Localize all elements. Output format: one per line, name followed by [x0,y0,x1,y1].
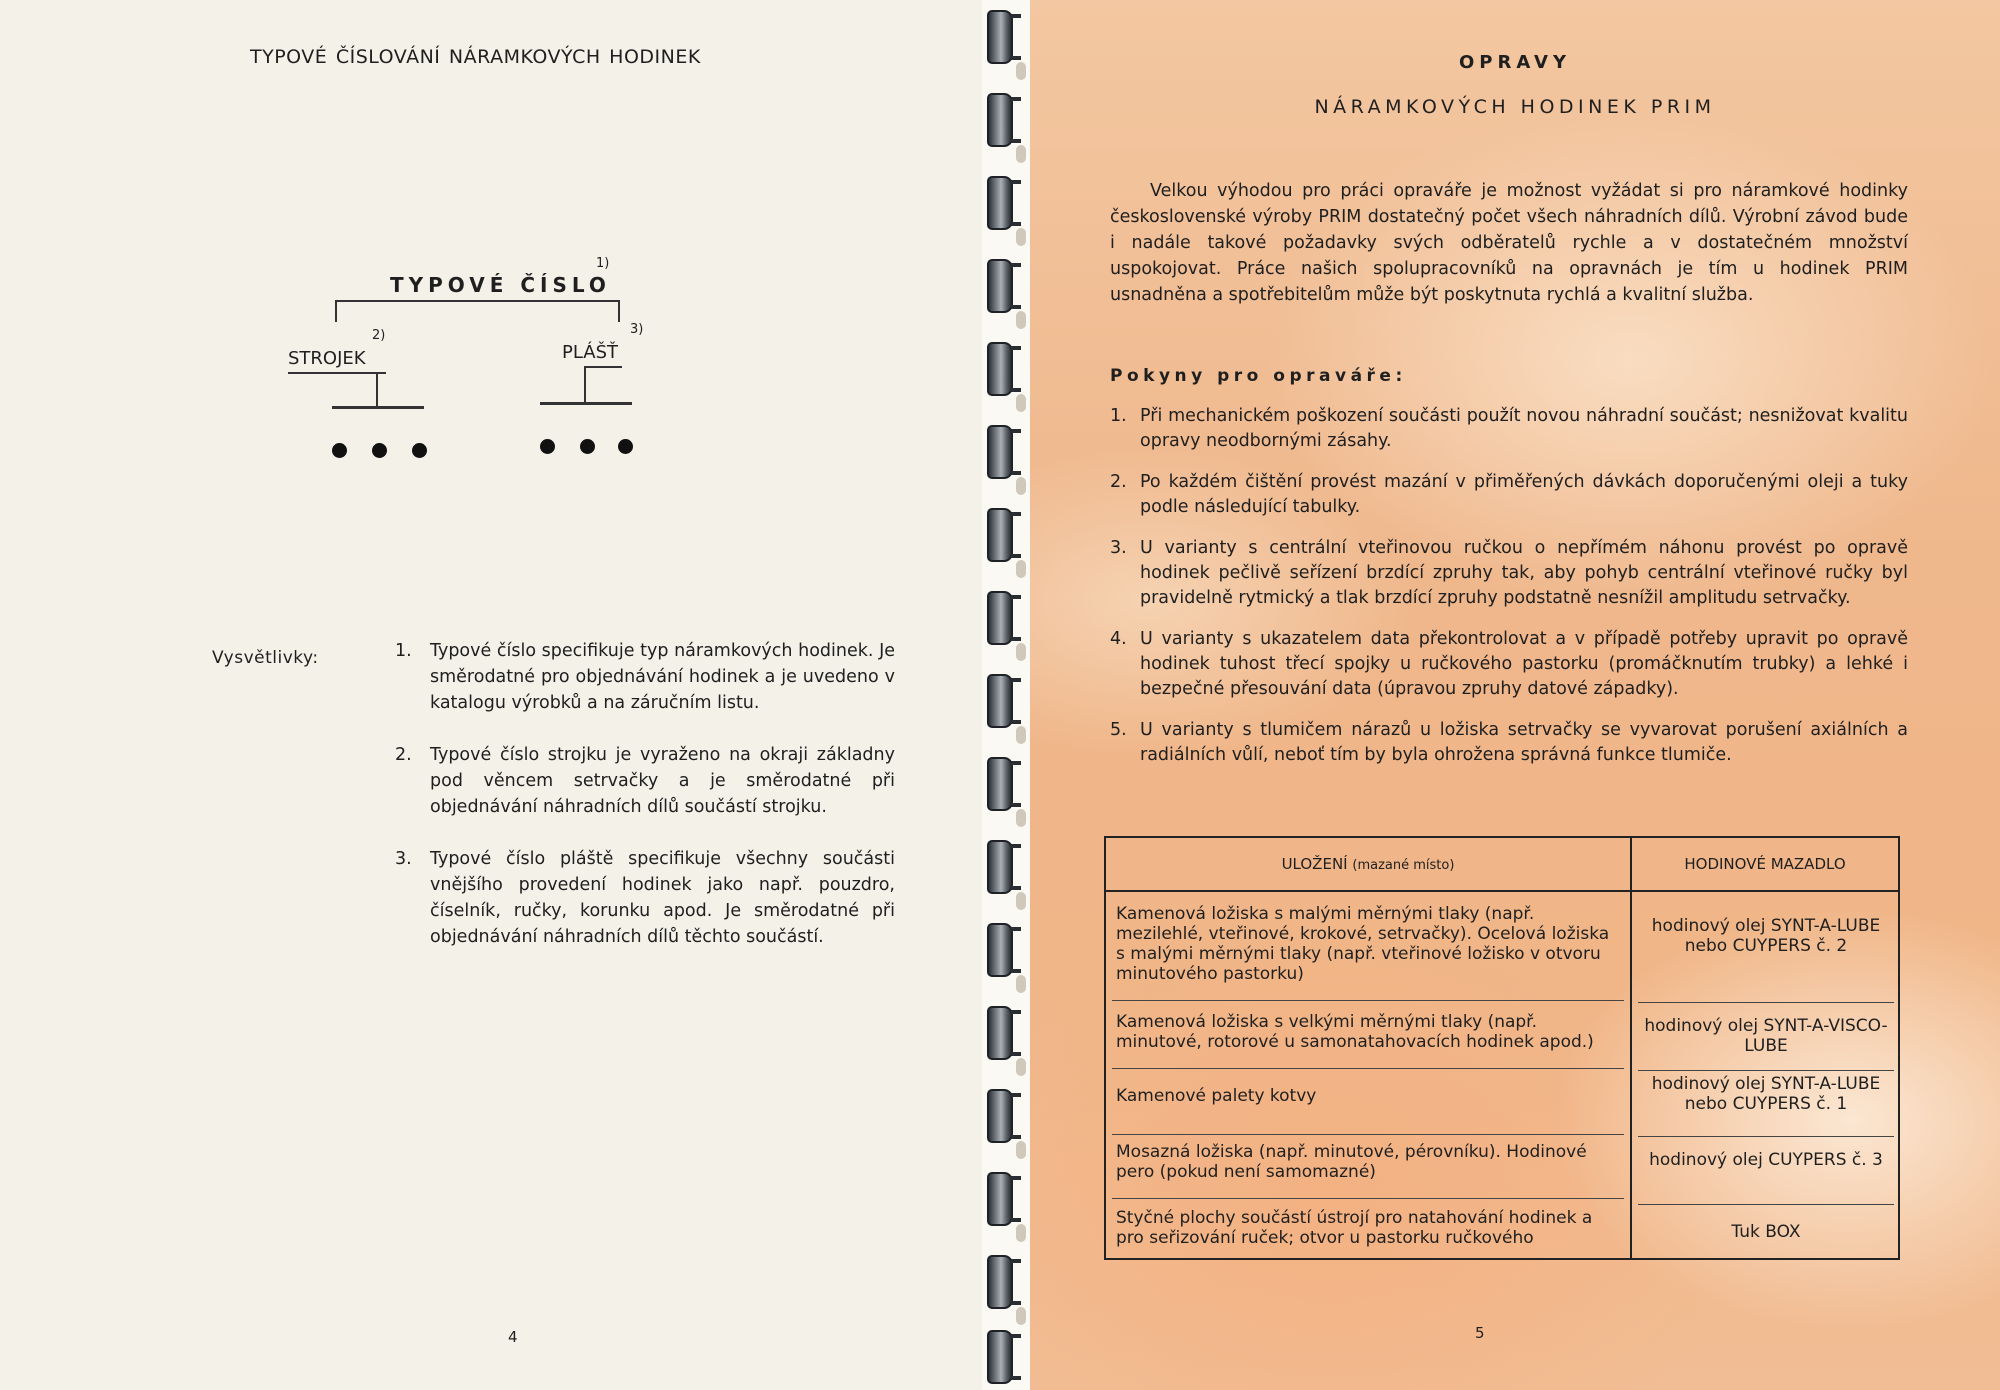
binding-coil [987,93,1013,147]
binding-hole [1016,311,1026,329]
table-rule [1112,1068,1624,1069]
diagram-line [335,300,337,322]
list-item: 3. Typové číslo pláště specifikuje všechny součásti vnějšího provedení hodinek jako např. pouzdro, číselník, ručky, korunku apod. Je směrodatné při objednávání náhradních dílů těchto součástí. [395,849,895,947]
diagram-line [584,366,586,402]
binding-hole [1016,145,1026,163]
binding-hole [1016,477,1026,495]
binding-coil [987,1006,1013,1060]
explanations-label: Vysvětlivky: [212,648,319,668]
binding-hole [1016,1224,1026,1242]
binding-coil [987,342,1013,396]
binding-hole [1016,1141,1026,1159]
intro-paragraph: Velkou výhodou pro práci opraváře je možnost vyžádat si pro náramkové hodinky československé výroby PRIM dostatečný počet všech náhradních dílů. Výrobní závod bude i nadále takové požadavky svých odběratelů rychle a v dostatečném množství uspokojovat. Práce našich spolupracovníků na opravnách je tím u hodinek PRIM usnadněna a spotřebitelům může být poskytnuta rychlá a kvalitní služba. [1110,181,1908,305]
page-number: 5 [1475,1324,1485,1342]
list-item: 3. U varianty s centrální vteřinovou ručkou o nepřímém náhonu provést po opravě hodinek pečlivě seřízení brzdící zpruhy tak, aby pohyb centrální vteřinové ručky byl pravidelně rytmický a tlak brzdící zpruhy podstatně nesnížil amplitudu setrvačky. [1110,538,1908,608]
binding-hole [1016,62,1026,80]
diagram-dot [332,443,347,458]
diagram-title-note: 1) [596,256,610,271]
explanations-list [395,638,895,976]
diagram-line [332,406,424,409]
diagram-dot [372,443,387,458]
binding-hole [1016,394,1026,412]
table-rule [1638,1204,1894,1205]
binding-coil [987,1330,1013,1384]
table-header-right: HODINOVÉ MAZADLO [1684,855,1846,873]
binding-hole [1016,892,1026,910]
diagram-line [540,402,632,405]
binding-hole [1016,228,1026,246]
instructions-heading: Pokyny pro opraváře: [1110,366,1407,386]
binding-hole [1016,1058,1026,1076]
table-cell: Tuk BOX [1731,1222,1801,1242]
list-item: 4. U varianty s ukazatelem data překontrolovat a v případě potřeby upravit po opravě hodinek tuhost třecí spojky u ručkového pastorku (promáčknutím trubky) a lehké i bezpečné přesouvání data (úpravou zpruhy datové západky). [1110,629,1908,699]
instructions-list [1110,404,1908,784]
binding-hole [1016,643,1026,661]
binding-hole [1016,560,1026,578]
binding-coil [987,1255,1013,1309]
lubrication-table [1104,836,1900,1260]
strojek-label: STROJEK [288,348,366,369]
spiral-binding [982,0,1030,1390]
binding-coil [987,508,1013,562]
table-rule [1638,1070,1894,1071]
page-subtitle: NÁRAMKOVÝCH HODINEK PRIM [1314,96,1716,118]
diagram-dot [412,443,427,458]
diagram-line [376,374,378,406]
table-divider [1630,838,1632,1258]
binding-coil [987,1089,1013,1143]
binding-coil [987,757,1013,811]
table-cell: Mosazná ložiska (např. minutové, pérovníku). Hodinové pero (pokud není samomazné) [1116,1142,1587,1182]
diagram-line [335,300,620,302]
binding-coil [987,923,1013,977]
table-rule [1112,1134,1624,1135]
right-page [1030,0,2000,1390]
plast-note: 3) [630,322,644,337]
table-rule [1638,1136,1894,1137]
binding-coil [987,425,1013,479]
binding-hole [1016,1307,1026,1325]
table-cell: hodinový olej SYNT-A-LUBE nebo CUYPERS č. 2 [1651,916,1881,956]
table-rule [1638,1002,1894,1003]
table-rule [1112,1198,1624,1199]
table-cell: Styčné plochy součástí ústrojí pro natahování hodinek a pro seřizování ruček; otvor u pastorku ručkového [1116,1208,1593,1248]
diagram-line [288,372,386,374]
diagram-line [584,366,622,368]
table-cell: hodinový olej CUYPERS č. 3 [1649,1150,1883,1170]
list-item: 1. Typové číslo specifikuje typ náramkových hodinek. Je směrodatné pro objednávání hodinek a je uvedeno v katalogu výrobků a na záručním listu. [395,641,895,713]
table-header-left: ULOŽENÍ (mazané místo) [1281,855,1455,873]
binding-coil [987,591,1013,645]
diagram-dot [618,439,633,454]
table-cell: Kamenové palety kotvy [1116,1086,1317,1106]
diagram-title: TYPOVÉ ČÍSLO [390,273,611,297]
binding-hole [1016,975,1026,993]
binding-coil [987,840,1013,894]
plast-label: PLÁŠŤ [561,342,618,363]
diagram-line [618,300,620,322]
page-title: OPRAVY [1458,52,1572,73]
table-header [1106,838,1898,892]
table-cell: Kamenová ložiska s velkými měrnými tlaky (např. minutové, rotorové u samonatahovacích hodinek apod.) [1116,1012,1594,1052]
list-item: 2. Po každém čištění provést mazání v přiměřených dávkách doporučenými oleji a tuky podle následující tabulky. [1110,472,1908,517]
binding-coil [987,176,1013,230]
type-number-diagram [280,250,700,470]
list-item: 5. U varianty s tlumičem nárazů u ložiska setrvačky se vyvarovat porušení axiálních a radiálních vůlí, neboť tím by byla ohrožena správná funkce tlumiče. [1110,720,1908,765]
table-cell: Kamenová ložiska s malými měrnými tlaky (např. mezilehlé, vteřinové, krokové, setrvačky). Ocelová ložiska s malými měrnými tlaky (např. vteřinové ložisko v otvoru minutového pastorku) [1116,904,1610,984]
binding-hole [1016,809,1026,827]
list-item: 2. Typové číslo strojku je vyraženo na okraji základny pod věncem setrvačky a je směrodatné při objednávání náhradních dílů součástí strojku. [395,745,895,817]
binding-coil [987,674,1013,728]
binding-coil [987,1172,1013,1226]
diagram-dot [540,439,555,454]
page-number: 4 [508,1328,518,1346]
binding-coil [987,10,1013,64]
table-rule [1112,1000,1624,1001]
strojek-note: 2) [372,328,386,343]
diagram-dot [580,439,595,454]
table-cell: hodinový olej SYNT-A-VISCO-LUBE [1644,1016,1888,1056]
binding-coil [987,259,1013,313]
page-header: TYPOVÉ ČÍSLOVÁNÍ NÁRAMKOVÝCH HODINEK [250,46,701,68]
table-cell: hodinový olej SYNT-A-LUBE nebo CUYPERS č. 1 [1651,1074,1881,1114]
left-page [0,0,982,1390]
list-item: 1. Při mechanickém poškození součásti použít novou náhradní součást; nesnižovat kvalitu opravy neodbornými zásahy. [1110,406,1908,451]
binding-hole [1016,726,1026,744]
